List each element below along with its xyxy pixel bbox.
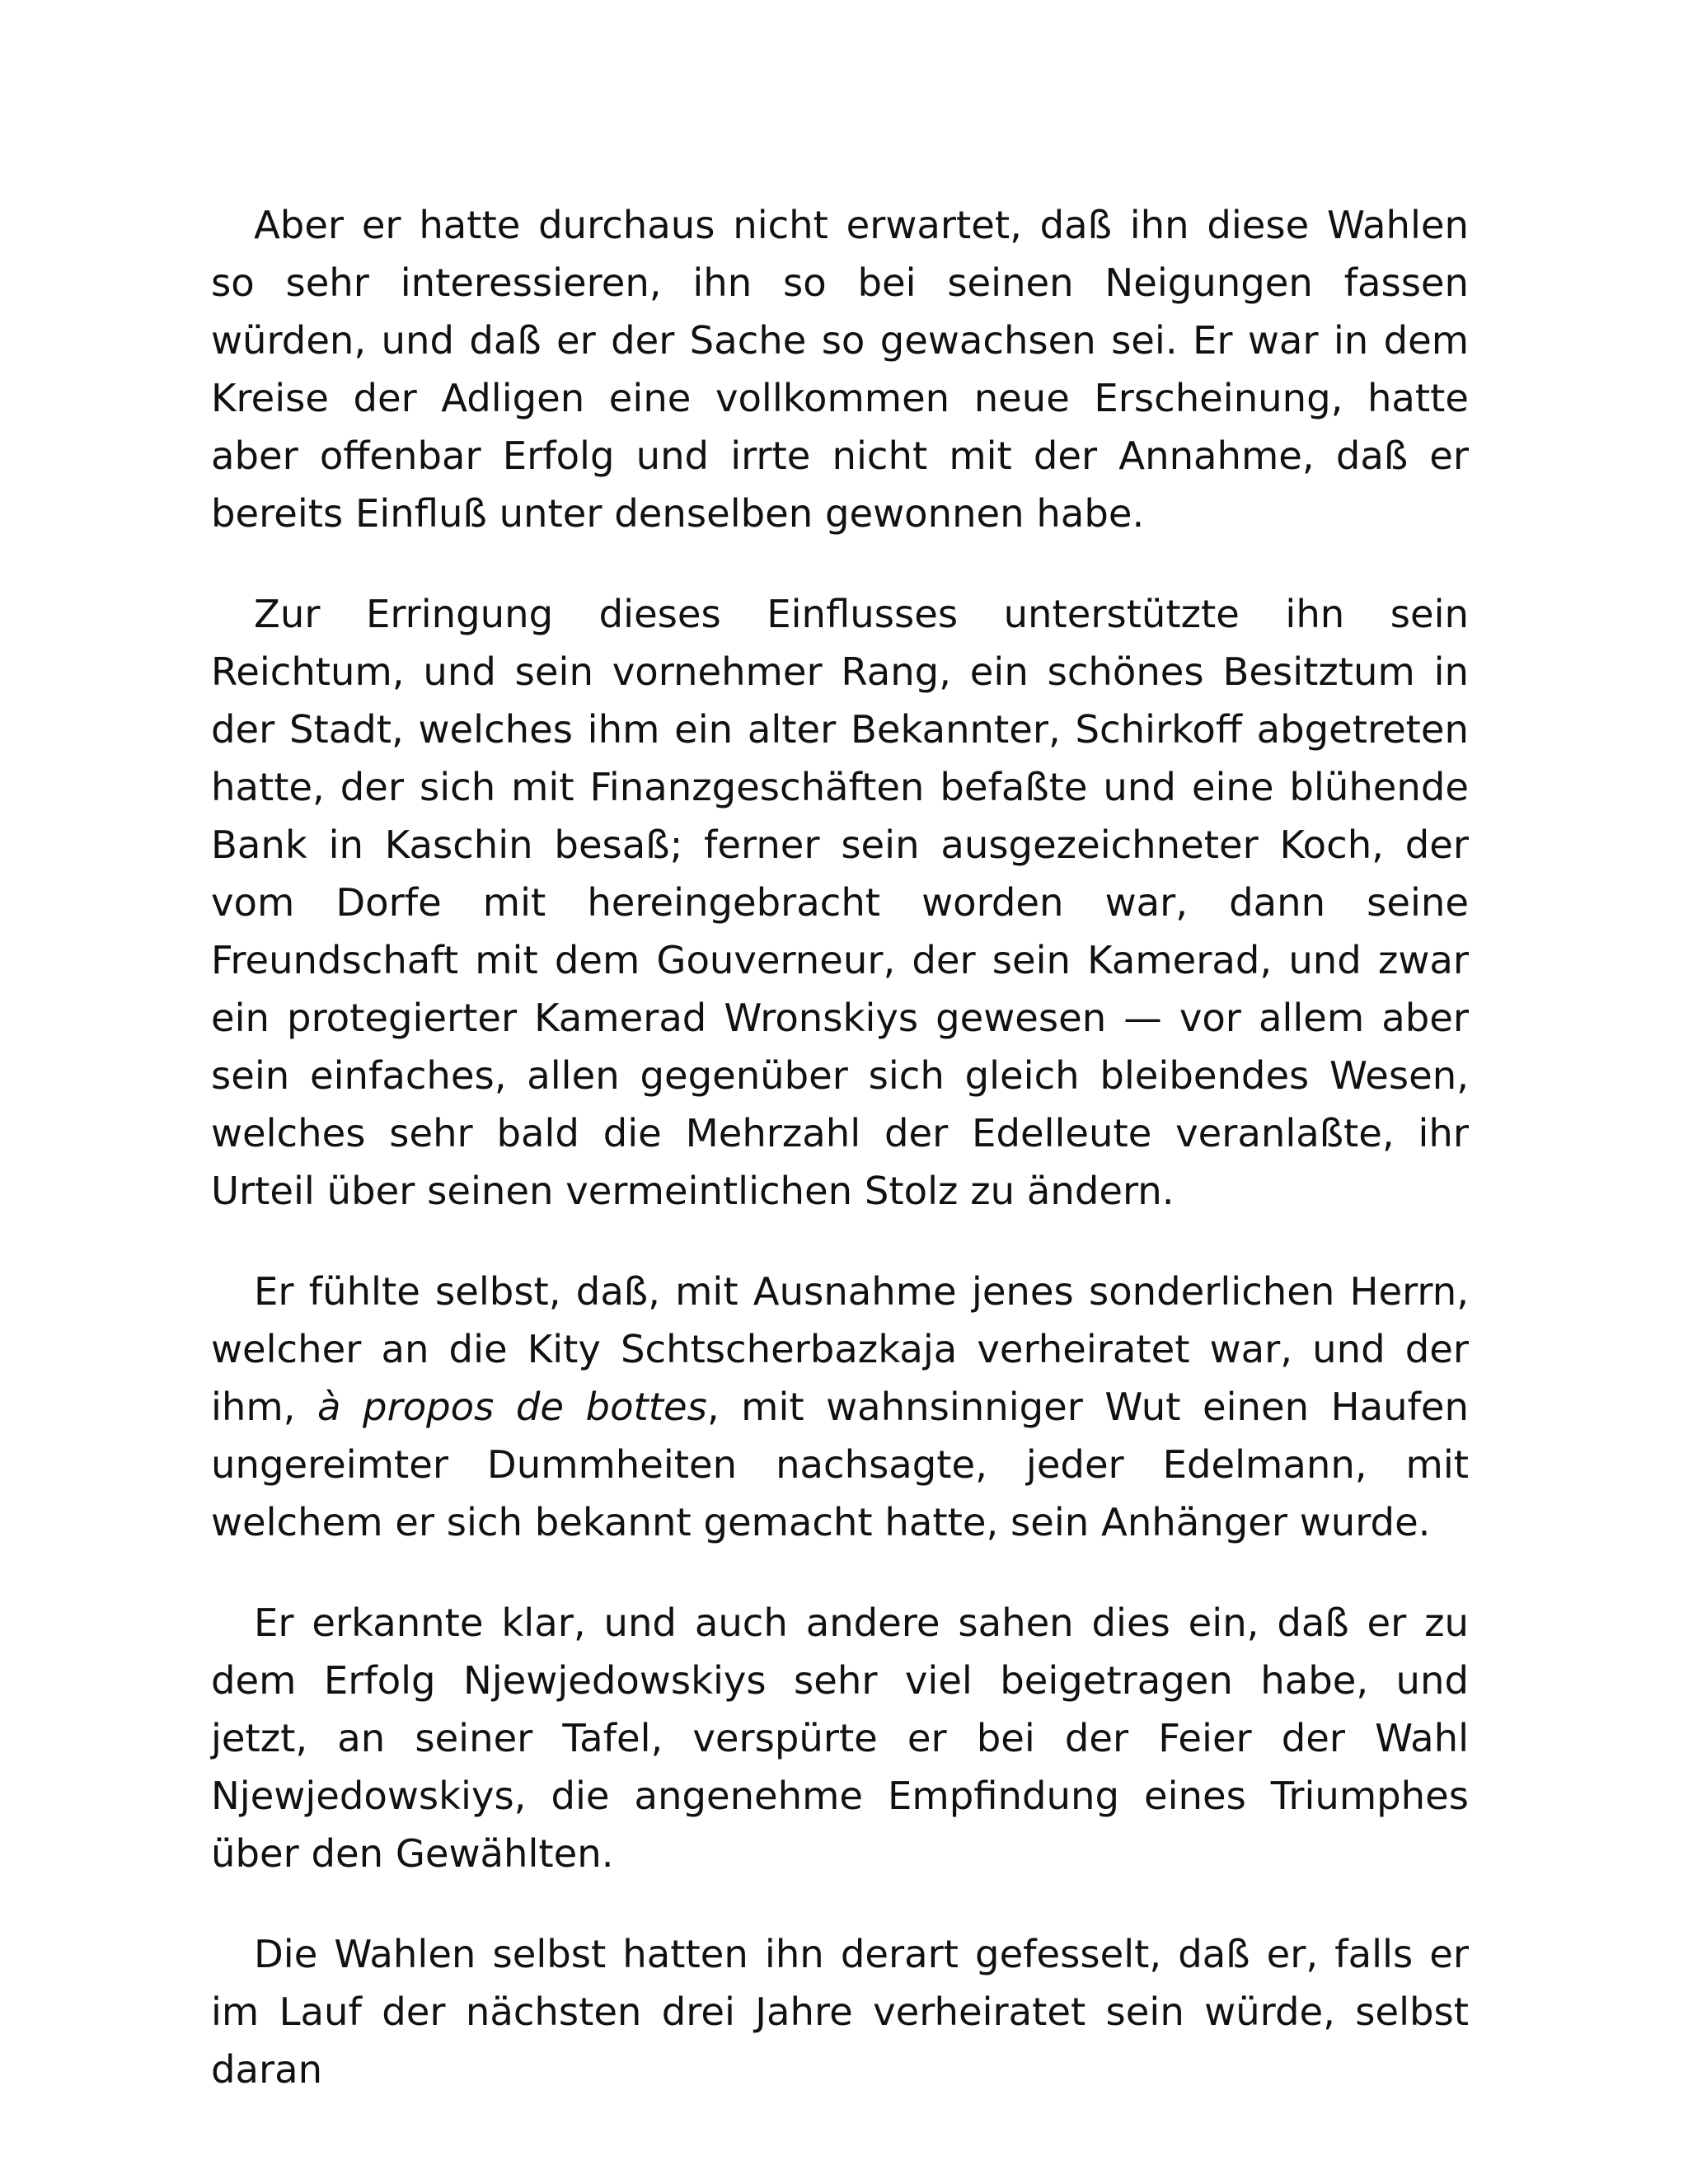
paragraph-1: Aber er hatte durchaus nicht erwartet, daß ihn diese Wahlen so sehr interessieren, ihn so bei seinen Neigungen fassen würden, und daß er der Sache so gewachsen sei. Er war in dem Kreise der Adligen eine vollkommen neue Erscheinung, hatte aber offenbar Erfolg und irrte nicht mit der Annahme, daß er bereits Einfluß unter denselben gewonnen habe.: [211, 203, 1469, 536]
body-text: [211, 196, 1469, 2098]
italic-phrase: à propos de bottes: [317, 1385, 707, 1429]
paragraph-4: Er erkannte klar, und auch andere sahen dies ein, daß er zu dem Erfolg Njewjedowskiys sehr viel beigetragen habe, und jetzt, an seiner Tafel, verspürte er bei der Feier der Wahl Njewjedowskiys, die angenehme Empfindung eines Triumphes über den Gewählten.: [211, 1601, 1469, 1876]
paragraph-3-end: , mit wahnsinniger Wut einen Haufen ungereimter Dummheiten nachsagte, jeder Edelmann, mit welchem er sich bekannt gemacht hatte, sein Anhänger wurde.: [211, 1385, 1469, 1544]
paragraph-5: Die Wahlen selbst hatten ihn derart gefesselt, daß er, falls er im Lauf der nächsten drei Jahre verheiratet sein würde, selbst daran: [211, 1932, 1469, 2092]
paragraph-3: [211, 1263, 1469, 1551]
paragraph-2: Zur Erringung dieses Einflusses unterstützte ihn sein Reichtum, und sein vornehmer Rang, ein schönes Besitztum in der Stadt, welches ihm ein alter Bekannter, Schirkoff abgetreten hatte, der sich mit Finanzgeschäften befaßte und eine blühende Bank in Kaschin besaß; ferner sein ausgezeichneter Koch, der vom Dorfe mit hereingebracht worden war, dann seine Freundschaft mit dem Gouverneur, der sein Kamerad, und zwar ein protegierter Kamerad Wronskiys gewesen — vor allem aber sein einfaches, allen gegenüber sich gleich bleibendes Wesen, welches sehr bald die Mehrzahl der Edelleute veranlaßte, ihr Urteil über seinen vermeintlichen Stolz zu ändern.: [211, 592, 1469, 1213]
paragraph-3-start: Er fühlte selbst, daß, mit Ausnahme jenes sonderlichen Herrn, welcher an die Kity Schtscherbazkaja verheiratet war, und der ihm,: [211, 1269, 1469, 1429]
